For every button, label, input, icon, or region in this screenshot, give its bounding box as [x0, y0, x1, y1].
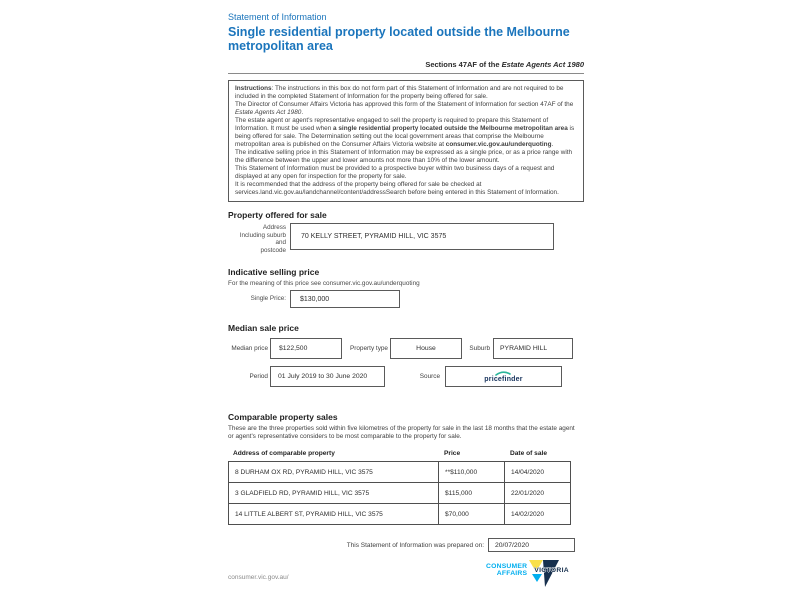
comparable-date-cell: 14/04/2020 — [505, 462, 571, 483]
single-price-value: $130,000 — [300, 295, 330, 303]
footer-url: consumer.vic.gov.au/ — [228, 574, 289, 581]
median-price-box — [270, 338, 342, 359]
page-title: Single residential property located outside the Melbourne metropolitan area — [228, 25, 570, 53]
median-price-heading: Median sale price — [228, 323, 299, 333]
instructions-paragraph: The Director of Consumer Affairs Victoria has approved this form of the Statement of Information for section 47AF of the Estate Agents Act 1980. — [235, 101, 574, 116]
consumer-word: CONSUMER — [486, 563, 528, 570]
property-offered-heading: Property offered for sale — [228, 210, 327, 220]
comparable-table — [228, 461, 571, 525]
comparable-sales-intro: These are the three properties sold within five kilometres of the property for sale in the last 18 months that the estate agent or agent's representative considers to be most comparable to the property for sale. — [228, 425, 575, 440]
source-box — [445, 366, 562, 387]
header-divider — [228, 73, 584, 74]
address-label-line1: Address — [262, 224, 286, 231]
property-type-value: House — [416, 345, 436, 352]
single-price-row — [228, 290, 584, 308]
header-price-column: Price — [444, 450, 461, 457]
address-value-box — [290, 223, 554, 250]
indicative-price-note: For the meaning of this price see consumer.vic.gov.au/underquoting — [228, 280, 420, 287]
victoria-wordmark: VICTORIA — [534, 567, 570, 574]
address-label — [228, 223, 290, 254]
instructions-paragraph: Instructions: The instructions in this box do not form part of this Statement of Information and are not required to be included in the completed Statement of Information for the property being offered for sale. — [235, 85, 564, 100]
instructions-paragraph: The estate agent or agent's representative engaged to sell the property is required to prepare this Statement of Information. It must be used when a single residential property located outside the Melbourne metropolitan area is being offered for sale. The Determination setting out the local government areas that comprise the Melbourne metropolitan area is published on the Consumer Affairs Victoria website at consumer.vic.gov.au/underquoting. — [235, 117, 575, 148]
address-field-row — [228, 223, 584, 254]
period-value: 01 July 2019 to 30 June 2020 — [278, 373, 368, 380]
source-label: Source — [419, 373, 440, 380]
period-box — [270, 366, 385, 387]
median-price-value: $122,500 — [279, 345, 308, 352]
median-price-grid — [228, 338, 584, 398]
suburb-value: PYRAMID HILL — [500, 345, 548, 352]
property-type-box — [390, 338, 462, 359]
comparable-table-header — [228, 450, 584, 457]
comparable-price-cell: **$110,000 — [439, 462, 505, 483]
instructions-paragraph: The indicative selling price in this Statement of Information may be expressed as a single price, or as a price range with the difference between the upper and lower amounts not more than 10% of the lower amount. — [235, 149, 573, 164]
prepared-on-row — [228, 538, 575, 552]
median-price-label: Median price — [231, 345, 268, 352]
table-row — [229, 462, 571, 483]
address-label-line2: Including suburb and — [239, 231, 286, 246]
instructions-paragraph: This Statement of Information must be provided to a prospective buyer within two business days of a request and displayed at any open for inspection for the property for sale. — [235, 165, 555, 180]
pricefinder-logo — [484, 371, 522, 383]
comparable-sales-heading: Comparable property sales — [228, 412, 338, 422]
comparable-address-cell: 14 LITTLE ALBERT ST, PYRAMID HILL, VIC 3575 — [229, 504, 439, 525]
consumer-affairs-victoria-logo — [486, 560, 575, 590]
statement-document — [228, 12, 584, 552]
suburb-label: Suburb — [469, 345, 490, 352]
single-price-label: Single Price: — [250, 295, 286, 302]
doc-type-label: Statement of Information — [228, 12, 327, 22]
comparable-date-cell: 22/01/2020 — [505, 483, 571, 504]
prepared-on-value: 20/07/2020 — [495, 541, 530, 549]
comparable-price-cell: $70,000 — [439, 504, 505, 525]
table-row — [229, 483, 571, 504]
period-label: Period — [249, 373, 268, 380]
prepared-on-label: This Statement of Information was prepared on: — [346, 541, 484, 549]
victoria-mark — [529, 560, 575, 590]
instructions-box — [228, 80, 584, 202]
comparable-table-body — [229, 462, 571, 525]
address-label-line3: postcode — [260, 246, 286, 254]
comparable-address-cell: 3 GLADFIELD RD, PYRAMID HILL, VIC 3575 — [229, 483, 439, 504]
indicative-price-heading: Indicative selling price — [228, 267, 320, 277]
consumer-affairs-wordmark — [486, 560, 527, 577]
pricefinder-wordmark: pricefinder — [484, 375, 523, 383]
comparable-date-cell: 14/02/2020 — [505, 504, 571, 525]
address-value: 70 KELLY STREET, PYRAMID HILL, VIC 3575 — [301, 233, 447, 240]
header-date-column: Date of sale — [510, 450, 548, 457]
single-price-box — [290, 290, 400, 308]
header-address-column: Address of comparable property — [233, 450, 335, 457]
comparable-address-cell: 8 DURHAM OX RD, PYRAMID HILL, VIC 3575 — [229, 462, 439, 483]
instructions-paragraph: It is recommended that the address of the property being offered for sale be checked at services.land.vic.gov.au/landchannel/content/addressSearch before being entered in this Statement of Information. — [235, 181, 559, 196]
suburb-box — [493, 338, 573, 359]
prepared-on-box — [488, 538, 575, 552]
victoria-triangle-icon — [529, 560, 559, 588]
property-type-label: Property type — [349, 345, 388, 352]
table-row — [229, 504, 571, 525]
act-reference-prefix: Sections 47AF of the — [425, 60, 502, 69]
act-reference — [228, 60, 584, 69]
act-reference-act-name: Estate Agents Act 1980 — [501, 60, 584, 69]
affairs-word: AFFAIRS — [496, 570, 528, 578]
comparable-price-cell: $115,000 — [439, 483, 505, 504]
